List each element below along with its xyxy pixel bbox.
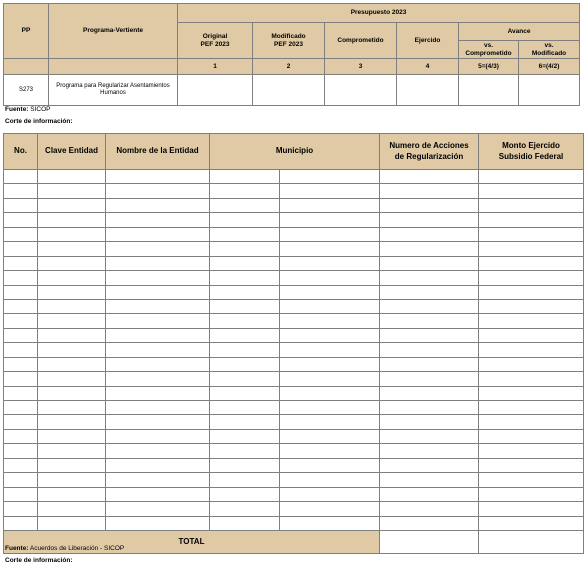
header-ejercido: Ejercido	[397, 23, 459, 59]
table-cell	[106, 343, 210, 357]
table-cell	[210, 271, 280, 285]
table-row	[4, 487, 584, 501]
table-row	[4, 242, 584, 256]
table-cell	[380, 328, 479, 342]
table-cell	[210, 357, 280, 371]
table-cell	[106, 256, 210, 270]
table-cell	[106, 473, 210, 487]
table-cell	[38, 473, 106, 487]
table-cell	[280, 343, 380, 357]
table-cell	[280, 401, 380, 415]
table-cell	[280, 473, 380, 487]
table-cell	[210, 401, 280, 415]
table-cell	[479, 357, 584, 371]
table-cell	[4, 357, 38, 371]
table-cell	[38, 386, 106, 400]
table-cell	[4, 444, 38, 458]
table-cell	[38, 487, 106, 501]
header-num-4: 4	[397, 59, 459, 75]
table-cell	[38, 328, 106, 342]
table-row	[4, 516, 584, 530]
table-cell	[280, 299, 380, 313]
table-cell	[4, 242, 38, 256]
table-cell	[4, 502, 38, 516]
table-cell	[4, 271, 38, 285]
table-cell	[280, 184, 380, 198]
table-cell	[4, 473, 38, 487]
row-comprometido	[325, 75, 397, 106]
header-avance: Avance	[459, 23, 580, 41]
table-cell	[280, 285, 380, 299]
table-cell	[106, 516, 210, 530]
table-cell	[380, 415, 479, 429]
table-cell	[106, 444, 210, 458]
table-cell	[38, 271, 106, 285]
table-row	[4, 328, 584, 342]
header-clave-entidad: Clave Entidad	[38, 134, 106, 170]
table-cell	[380, 184, 479, 198]
municipal-table-body	[4, 170, 584, 531]
header-vs-modificado: vs. Modificado	[519, 41, 580, 59]
table-cell	[479, 458, 584, 472]
table-cell	[479, 502, 584, 516]
table-cell	[106, 242, 210, 256]
table-cell	[210, 314, 280, 328]
table-cell	[4, 487, 38, 501]
table-cell	[280, 386, 380, 400]
table-cell	[280, 458, 380, 472]
table-cell	[479, 328, 584, 342]
header-num-2: 2	[253, 59, 325, 75]
table-cell	[106, 328, 210, 342]
table-cell	[380, 372, 479, 386]
table-cell	[210, 516, 280, 530]
table-cell	[210, 227, 280, 241]
table-cell	[280, 227, 380, 241]
table-cell	[4, 170, 38, 184]
table-row	[4, 429, 584, 443]
table-cell	[210, 198, 280, 212]
table-row	[4, 213, 584, 227]
table-cell	[280, 198, 380, 212]
table-cell	[4, 299, 38, 313]
table-cell	[210, 473, 280, 487]
table-cell	[280, 372, 380, 386]
header-monto: Monto Ejercido Subsidio Federal	[479, 134, 584, 170]
table-cell	[210, 328, 280, 342]
table-cell	[380, 386, 479, 400]
table-cell	[479, 372, 584, 386]
table-cell	[210, 502, 280, 516]
table-cell	[280, 271, 380, 285]
table-cell	[380, 516, 479, 530]
table-cell	[280, 242, 380, 256]
header-num-blank-1	[4, 59, 49, 75]
table-row	[4, 473, 584, 487]
table-cell	[210, 487, 280, 501]
table-cell	[4, 415, 38, 429]
total-acciones	[380, 530, 479, 553]
table-cell	[38, 444, 106, 458]
table-cell	[4, 213, 38, 227]
table-cell	[380, 444, 479, 458]
table-cell	[479, 170, 584, 184]
table-cell	[106, 487, 210, 501]
table-cell	[280, 429, 380, 443]
table-cell	[280, 502, 380, 516]
table-cell	[380, 458, 479, 472]
table-cell	[380, 170, 479, 184]
table-cell	[479, 256, 584, 270]
table-cell	[479, 473, 584, 487]
table-cell	[280, 170, 380, 184]
table-cell	[106, 271, 210, 285]
table-cell	[479, 242, 584, 256]
table-cell	[380, 429, 479, 443]
table-cell	[210, 299, 280, 313]
header-vs-comprometido: vs. Comprometido	[459, 41, 519, 59]
table-cell	[38, 242, 106, 256]
table-row	[4, 357, 584, 371]
table-cell	[106, 372, 210, 386]
table-cell	[380, 502, 479, 516]
table-cell	[479, 429, 584, 443]
table-cell	[479, 184, 584, 198]
table-row	[4, 198, 584, 212]
table-cell	[106, 415, 210, 429]
table-cell	[380, 198, 479, 212]
table-cell	[4, 227, 38, 241]
table-row	[4, 227, 584, 241]
table-cell	[106, 357, 210, 371]
table-row	[4, 343, 584, 357]
header-original: Original PEF 2023	[178, 23, 253, 59]
header-acciones: Numero de Acciones de Regularización	[380, 134, 479, 170]
table-cell	[479, 198, 584, 212]
table-cell	[38, 184, 106, 198]
budget-row	[4, 75, 580, 106]
table-cell	[38, 227, 106, 241]
table-cell	[479, 343, 584, 357]
table-cell	[380, 473, 479, 487]
table-cell	[106, 401, 210, 415]
table-cell	[280, 487, 380, 501]
table-cell	[106, 299, 210, 313]
table-cell	[106, 386, 210, 400]
table-cell	[210, 415, 280, 429]
table-cell	[4, 328, 38, 342]
table-row	[4, 401, 584, 415]
table-cell	[38, 198, 106, 212]
header-no: No.	[4, 134, 38, 170]
bottom-source-value: Acuerdos de Liberación - SICOP	[28, 545, 125, 552]
row-ejercido	[397, 75, 459, 106]
table-cell	[210, 429, 280, 443]
header-comprometido: Comprometido	[325, 23, 397, 59]
table-row	[4, 386, 584, 400]
total-monto	[479, 530, 584, 553]
table-cell	[479, 415, 584, 429]
table-cell	[210, 242, 280, 256]
table-cell	[38, 357, 106, 371]
table-cell	[280, 213, 380, 227]
header-municipio: Municipio	[210, 134, 380, 170]
table-cell	[4, 386, 38, 400]
table-cell	[210, 444, 280, 458]
table-cell	[479, 516, 584, 530]
header-num-1: 1	[178, 59, 253, 75]
table-cell	[380, 213, 479, 227]
table-cell	[380, 285, 479, 299]
table-cell	[4, 198, 38, 212]
municipal-table	[3, 133, 584, 554]
header-modificado: Modificado PEF 2023	[253, 23, 325, 59]
table-cell	[106, 170, 210, 184]
table-cell	[210, 184, 280, 198]
row-programa: Programa para Regularizar Asentamientos Humanos	[49, 75, 178, 106]
table-cell	[479, 401, 584, 415]
table-cell	[210, 343, 280, 357]
table-cell	[38, 299, 106, 313]
budget-table	[3, 3, 580, 106]
header-num-3: 3	[325, 59, 397, 75]
table-cell	[38, 314, 106, 328]
table-cell	[479, 213, 584, 227]
table-cell	[380, 314, 479, 328]
table-cell	[4, 516, 38, 530]
table-cell	[380, 256, 479, 270]
table-row	[4, 502, 584, 516]
top-source-value: SICOP	[28, 106, 51, 113]
table-cell	[106, 285, 210, 299]
table-cell	[210, 372, 280, 386]
table-cell	[280, 357, 380, 371]
table-row	[4, 314, 584, 328]
table-row	[4, 184, 584, 198]
total-label: TOTAL	[4, 530, 380, 553]
table-cell	[106, 213, 210, 227]
table-cell	[4, 285, 38, 299]
table-cell	[38, 401, 106, 415]
table-cell	[380, 299, 479, 313]
table-cell	[479, 285, 584, 299]
table-cell	[38, 502, 106, 516]
row-pp: S273	[4, 75, 49, 106]
table-cell	[38, 516, 106, 530]
table-cell	[380, 357, 479, 371]
bottom-cutoff-note: Corte de información:	[5, 557, 73, 564]
header-num-6: 6=(4/2)	[519, 59, 580, 75]
table-cell	[210, 458, 280, 472]
table-row	[4, 256, 584, 270]
table-cell	[210, 386, 280, 400]
header-pp: PP	[4, 4, 49, 59]
table-cell	[479, 386, 584, 400]
table-row	[4, 372, 584, 386]
table-cell	[210, 213, 280, 227]
header-programa-vertiente: Programa-Vertiente	[49, 4, 178, 59]
table-cell	[280, 516, 380, 530]
table-cell	[380, 487, 479, 501]
table-cell	[479, 299, 584, 313]
table-row	[4, 415, 584, 429]
table-cell	[4, 401, 38, 415]
row-modificado	[253, 75, 325, 106]
table-cell	[106, 198, 210, 212]
table-cell	[4, 314, 38, 328]
header-nombre-entidad: Nombre de la Entidad	[106, 134, 210, 170]
header-num-blank-2	[49, 59, 178, 75]
row-vs-comprometido	[459, 75, 519, 106]
table-cell	[106, 314, 210, 328]
table-cell	[4, 256, 38, 270]
table-cell	[210, 256, 280, 270]
table-cell	[210, 170, 280, 184]
table-cell	[280, 256, 380, 270]
table-cell	[38, 429, 106, 443]
table-cell	[380, 343, 479, 357]
table-cell	[38, 213, 106, 227]
table-cell	[380, 271, 479, 285]
row-original	[178, 75, 253, 106]
table-cell	[106, 184, 210, 198]
table-row	[4, 444, 584, 458]
table-cell	[280, 415, 380, 429]
table-cell	[479, 487, 584, 501]
table-cell	[479, 227, 584, 241]
table-cell	[280, 444, 380, 458]
table-cell	[280, 328, 380, 342]
header-num-5: 5=(4/3)	[459, 59, 519, 75]
table-row	[4, 299, 584, 313]
table-cell	[106, 429, 210, 443]
table-cell	[106, 502, 210, 516]
table-cell	[38, 256, 106, 270]
table-cell	[479, 271, 584, 285]
row-vs-modificado	[519, 75, 580, 106]
top-cutoff-note: Corte de información:	[5, 118, 73, 125]
header-presupuesto: Presupuesto 2023	[178, 4, 580, 23]
bottom-source-label: Fuente:	[5, 545, 29, 552]
table-cell	[4, 184, 38, 198]
table-cell	[479, 444, 584, 458]
table-row	[4, 271, 584, 285]
table-cell	[280, 314, 380, 328]
table-cell	[380, 227, 479, 241]
table-cell	[38, 372, 106, 386]
table-cell	[38, 458, 106, 472]
table-cell	[380, 242, 479, 256]
table-cell	[479, 314, 584, 328]
table-cell	[38, 285, 106, 299]
table-row	[4, 285, 584, 299]
bottom-source-note	[5, 545, 124, 552]
table-cell	[4, 372, 38, 386]
table-row	[4, 458, 584, 472]
top-source-label: Fuente:	[5, 106, 29, 113]
table-cell	[4, 429, 38, 443]
table-cell	[38, 170, 106, 184]
table-row	[4, 170, 584, 184]
top-source-note	[5, 106, 51, 113]
table-cell	[380, 401, 479, 415]
table-cell	[4, 458, 38, 472]
table-cell	[106, 227, 210, 241]
table-cell	[106, 458, 210, 472]
table-cell	[210, 285, 280, 299]
table-cell	[38, 415, 106, 429]
table-cell	[38, 343, 106, 357]
table-cell	[4, 343, 38, 357]
